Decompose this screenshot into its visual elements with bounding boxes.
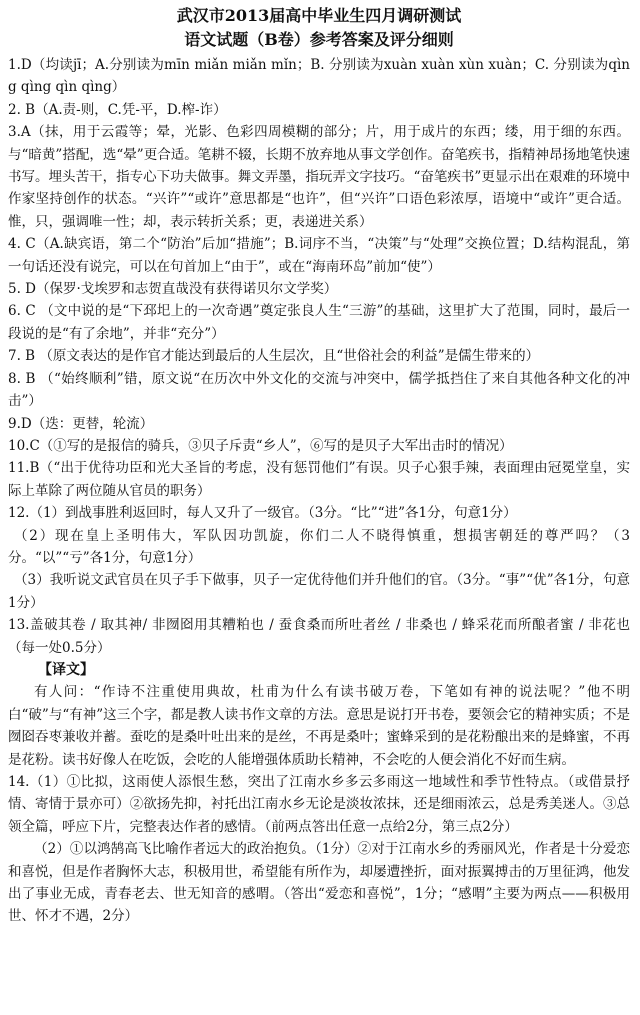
document-title: 武汉市2013届高中毕业生四月调研测试 (176, 6, 462, 25)
answer-13: 13.盖破其卷 / 取其神/ 非囫囵用其糟粕也 / 蚕食桑而所吐者丝 / 非桑也 / 蜂采花而所酿者蜜 / 非花也（每一处0.5分） (8, 617, 630, 656)
answer-12-part-2: （2）现在皇上圣明伟大，军队因功凯旋，你们二人不晓得慎重，想损害朝廷的尊严吗？（3分。“以”“亏”各1分，句意1分） (8, 527, 630, 566)
translation-heading: 【译文】 (38, 661, 94, 678)
answer-5: 5. D（保罗·戈埃罗和志贺直哉没有获得诺贝尔文学奖） (8, 281, 338, 298)
answer-14-part-1: 14.（1）①比拟，这雨使人添恨生愁，突出了江南水乡多云多雨这一地域性和季节性特点。（或借景抒情、寄情于景亦可）②欲扬先抑，衬托出江南水乡无论是淡妆浓抹，还是细雨浓云，总是秀美迷人。③总领全篇，呼应下片，完整表达作者的感情。（前两点答出任意一点给2分，第三点2分） (8, 774, 630, 835)
answer-10: 10.C（①写的是报信的骑兵，③贝子斥责“乡人”，⑥写的是贝子大军出击时的情况） (8, 437, 513, 454)
answer-9: 9.D（迭：更替，轮流） (8, 415, 154, 432)
answer-2: 2. B（A.责-则，C.凭-平，D.榨-诈） (8, 101, 227, 118)
answer-8: 8. B （“始终顺利”错，原文说“在历次中外文化的交流与冲突中，儒学抵挡住了来自其他各种文化的冲击”） (8, 370, 630, 410)
answer-1: 1.D（均读jī；A.分别读为mīn miǎn miǎn mǐn；B. 分别读为xuàn xuàn xùn xuàn；C. 分别读为qìng qìng qìn qìng） (8, 57, 630, 96)
document-subtitle: 语文试题（B卷）参考答案及评分细则 (184, 30, 454, 49)
answer-11: 11.B（“出于优待功臣和光大圣旨的考虑，没有惩罚他们”有误。贝子心狠手辣，表面理由冠冕堂皇，实际上革除了两位随从官员的职务） (8, 460, 630, 499)
answer-7: 7. B （原文表达的是作官才能达到最后的人生层次，且“世俗社会的利益”是儒生带来的） (8, 348, 540, 365)
answer-12-part-3: （3）我听说文武官员在贝子手下做事，贝子一定优待他们并升他们的官。（3分。“事”“优”各1分，句意1分） (8, 572, 630, 611)
translation-paragraph: 有人问：“作诗不注重使用典故，杜甫为什么有读书破万卷，下笔如有神的说法呢？”他不明白“破”与“有神”这三个字，都是教人读书作文章的方法。意思是说打开书卷，要领会它的精神实质；不是囫囵吞枣兼收并蓄。蚕吃的是桑叶吐出来的是丝，不再是桑叶；蜜蜂采到的是花粉酿出来的是蜂蜜，不再是花粉。读书好像人在吃饭，会吃的人能增强体质助长精神，不会吃的人便会消化不好而生病。 (8, 684, 630, 768)
answer-12-part-1: 12.（1）到战事胜利返回时，每人又升了一级官。（3分。“比”“进”各1分，句意1分） (8, 505, 517, 522)
answer-4: 4. C（A.缺宾语，第二个“防治”后加“措施”；B.词序不当，“决策”与“处理”交换位置；D.结构混乱，第一句话还没有说完，可以在句首加上“由于”，或在“海南环岛”前加“使”） (8, 236, 630, 275)
answer-3: 3.A（抹，用于云霞等；晕，光影、色彩四周模糊的部分；片，用于成片的东西；缕，用于细的东西。与“暗黄”搭配，选“晕”更合适。笔耕不辍，长期不放弃地从事文学创作。奋笔疾书，指精神昂扬地笔快速书写。埋头苦干，指专心下功夫做事。舞文弄墨，指玩弄文字技巧。“奋笔疾书”更显示出在艰难的环境中作家坚持创作的状态。“兴许”“或许”意思都是“也许”，但“兴许”口语色彩浓厚，语境中“或许”更合适。惟，只，强调唯一性；却，表示转折关系；更，表递进关系） (8, 124, 630, 230)
answer-14-part-2: （2）①以鸿鹄高飞比喻作者远大的政治抱负。（1分）②对于江南水乡的秀丽风光，作者是十分爱恋和喜悦，但是作者胸怀大志，积极用世，希望能有所作为，却屡遭挫折，面对振翼搏击的万里征鸿，他发出了事业无成，青春老去、世无知音的感喟。（答出“爱恋和喜悦”，1分；“感喟”主要为两点——积极用世、怀才不遇，2分） (8, 841, 630, 925)
answer-6: 6. C （文中说的是“下邳圯上的一次奇遇”奠定张良人生“三游”的基础，这里扩大了范围，同时，最后一段说的是“有了余地”，并非“充分”） (8, 303, 630, 342)
